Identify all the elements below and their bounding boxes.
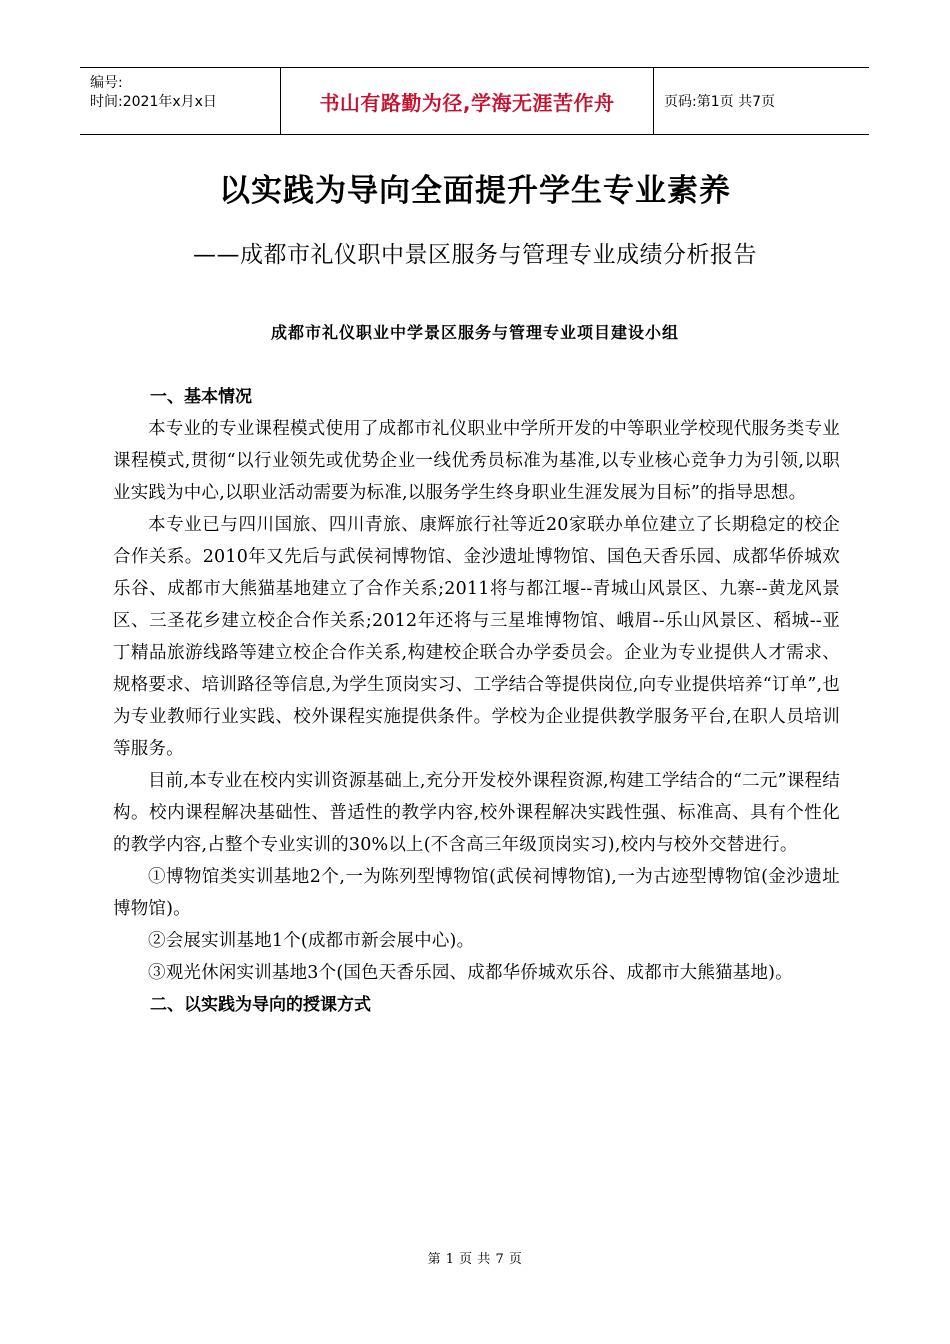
page-footer: 第 1 页 共 7 页	[427, 1252, 523, 1267]
motto-text: 书山有路勤为径,学海无涯苦作舟	[319, 90, 615, 115]
page-info: 页码:第1页 共7页	[664, 94, 775, 110]
paragraph: 本专业已与四川国旅、四川青旅、康辉旅行社等近20家联办单位建立了长期稳定的校企合作关系。2010年又先后与武侯祠博物馆、金沙遗址博物馆、国色天香乐园、成都华侨城欢乐谷、成都市大熊猫基地建立了合作关系;2011将与都江堰--青城山风景区、九寨--黄龙风景区、三圣花乡建立校企合作关系;2012年还将与三星堆博物馆、峨眉--乐山风景区、稻城--亚丁精品旅游线路等建立校企合作关系,构建校企联合办学委员会。企业为专业提供人才需求、规格要求、培训路径等信息,为学生顶岗实习、工学结合等提供岗位,向专业提供培养“订单”,也为专业教师行业实践、校外课程实施提供条件。学校为企业提供教学服务平台,在职人员培训等服务。	[113, 515, 840, 759]
header-meta-cell	[80, 68, 280, 134]
header-motto-cell	[280, 68, 654, 134]
section-heading-basic: 一、基本情况	[150, 387, 252, 407]
section-heading-teaching: 二、以实践为导向的授课方式	[150, 995, 371, 1015]
document-body	[113, 381, 840, 1021]
document-title: 以实践为导向全面提升学生专业素养	[219, 173, 731, 209]
list-item: ①博物馆类实训基地2个,一为陈列型博物馆(武侯祠博物馆),一为古迹型博物馆(金沙遗址博物馆)。	[113, 867, 840, 919]
list-item: ②会展实训基地1个(成都市新会展中心)。	[148, 931, 475, 951]
number-label: 编号:	[90, 75, 123, 91]
list-item: ③观光休闲实训基地3个(国色天香乐园、成都华侨城欢乐谷、成都市大熊猫基地)。	[148, 963, 793, 983]
time-label: 时间:2021年x月x日	[90, 94, 217, 110]
document-author: 成都市礼仪职业中学景区服务与管理专业项目建设小组	[270, 323, 679, 342]
header-page-cell	[654, 68, 869, 134]
paragraph: 本专业的专业课程模式使用了成都市礼仪职业中学所开发的中等职业学校现代服务类专业课程模式,贯彻“以行业领先或优势企业一线优秀员标准为基准,以专业核心竞争力为引领,以职业实践为中心,以职业活动需要为标准,以服务学生终身职业生涯发展为目标”的指导思想。	[113, 419, 840, 503]
paragraph: 目前,本专业在校内实训资源基础上,充分开发校外课程资源,构建工学结合的“二元”课程结构。校内课程解决基础性、普适性的教学内容,校外课程解决实践性强、标准高、具有个性化的教学内容,占整个专业实训的30%以上(不含高三年级顶岗实习),校内与校外交替进行。	[113, 771, 840, 855]
document-subtitle: ——成都市礼仪职中景区服务与管理专业成绩分析报告	[193, 242, 757, 268]
header-table	[80, 67, 869, 135]
